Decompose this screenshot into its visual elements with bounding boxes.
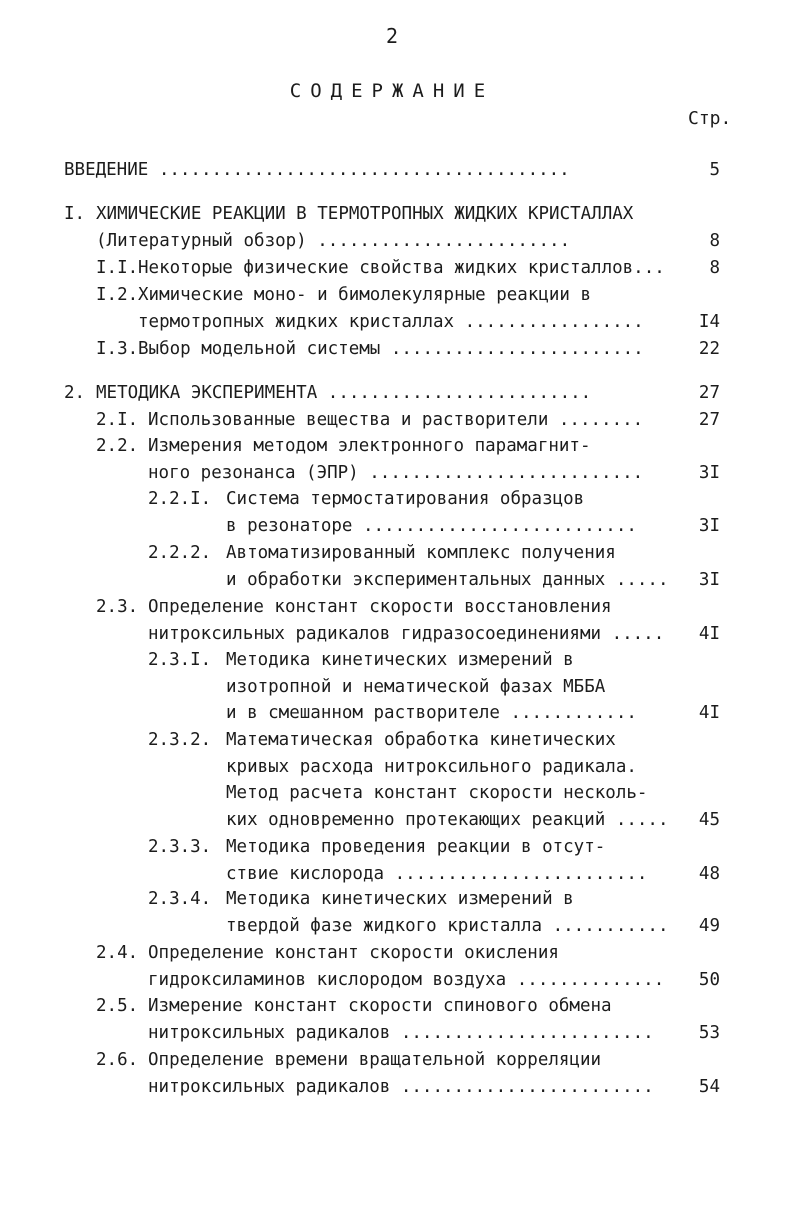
toc-line: Выбор модельной системы ........................ <box>138 339 644 359</box>
toc-page-number: 4I <box>698 623 720 644</box>
toc-section-number: I. <box>64 204 86 224</box>
toc-page-number: 50 <box>698 969 720 990</box>
toc-line: ХИМИЧЕСКИЕ РЕАКЦИИ В ТЕРМОТРОПНЫХ ЖИДКИХ КРИСТАЛЛАХ <box>96 204 634 224</box>
toc-page-number: 3I <box>698 569 720 590</box>
toc-page-number: 8 <box>709 230 720 251</box>
toc-line: МЕТОДИКА ЭКСПЕРИМЕНТА ......................... <box>96 383 592 403</box>
toc-line: Измерение констант скорости спинового обмена <box>148 996 612 1016</box>
toc-section-number: 2.2. <box>96 436 139 456</box>
toc-line: ВВЕДЕНИЕ ....................................... <box>64 160 570 180</box>
toc-line: кривых расхода нитроксильного радикала. <box>226 756 637 777</box>
toc-line: Определение констант скорости восстановления <box>148 597 612 617</box>
toc-section-number: 2.3.3. <box>148 837 212 857</box>
toc-page-number: 22 <box>698 339 720 359</box>
toc-line: термотропных жидких кристаллах ................. <box>138 311 644 332</box>
toc-section-number: I.3. <box>96 339 139 359</box>
toc-line: Автоматизированный комплекс получения <box>226 543 616 563</box>
toc-page-number: 3I <box>698 462 720 483</box>
toc-section-number: I.2. <box>96 285 139 305</box>
toc-line: Измерения методом электронного парамагнит- <box>148 436 591 456</box>
toc-section-number: 2.2.I. <box>148 489 212 509</box>
page-column-header: Стр. <box>688 108 732 129</box>
toc-section-number: 2.2.2. <box>148 543 212 563</box>
toc-line: и обработки экспериментальных данных ..... <box>226 569 669 590</box>
toc-page-number: 49 <box>698 915 720 936</box>
toc-line: Математическая обработка кинетических <box>226 730 616 750</box>
toc-page-number: 48 <box>698 863 720 884</box>
toc-line: ких одновременно протекающих реакций ..... <box>226 809 669 830</box>
toc-page-number: 3I <box>698 515 720 536</box>
toc-line: Использованные вещества и растворители ........ <box>148 410 644 430</box>
page-title: СОДЕРЖАНИЕ <box>289 80 495 102</box>
toc-line: ствие кислорода ........................ <box>226 863 648 884</box>
toc-line: нитроксильных радикалов ........................ <box>148 1076 654 1097</box>
toc-page-number: I4 <box>698 311 720 332</box>
toc-line: Методика проведения реакции в отсут- <box>226 837 606 857</box>
toc-line: (Литературный обзор) ........................ <box>96 230 571 251</box>
toc-page-number: 8 <box>709 258 720 278</box>
toc-section-number: 2.I. <box>96 410 139 430</box>
toc-page-number: 27 <box>698 410 720 430</box>
toc-section-number: 2.5. <box>96 996 139 1016</box>
toc-line: ного резонанса (ЭПР) .......................... <box>148 462 644 483</box>
toc-line: Некоторые физические свойства жидких кристаллов... <box>138 258 665 278</box>
toc-line: Методика кинетических измерений в <box>226 650 574 670</box>
toc-line: нитроксильных радикалов ........................ <box>148 1022 654 1043</box>
toc-page-number: 45 <box>698 809 720 830</box>
toc-line: твердой фазе жидкого кристалла ........... <box>226 915 669 936</box>
toc-section-number: 2.3.4. <box>148 889 212 909</box>
toc-section-number: 2. <box>64 383 86 403</box>
toc-section-number: 2.4. <box>96 943 139 963</box>
toc-line: Определение констант скорости окисления <box>148 943 559 963</box>
toc-section-number: 2.6. <box>96 1050 139 1070</box>
toc-section-number: 2.3. <box>96 597 139 617</box>
toc-line: Система термостатирования образцов <box>226 489 585 509</box>
toc-line: и в смешанном растворителе ............ <box>226 703 637 724</box>
toc-line: гидроксиламинов кислородом воздуха .............. <box>148 969 665 990</box>
toc-section-number: I.I. <box>96 258 139 278</box>
toc-page-number: 27 <box>698 383 720 403</box>
toc-line: Определение времени вращательной корреляции <box>148 1050 602 1070</box>
toc-line: в резонаторе .......................... <box>226 515 637 536</box>
toc-line: Методика кинетических измерений в <box>226 889 574 909</box>
page-number: 2 <box>385 24 399 48</box>
toc-line: изотропной и нематической фазах МББА <box>226 676 606 697</box>
toc-line: Химические моно- и бимолекулярные реакции в <box>138 285 592 305</box>
toc-section-number: 2.3.I. <box>148 650 212 670</box>
toc-page-number: 5 <box>709 160 720 180</box>
toc-page-number: 53 <box>698 1022 720 1043</box>
toc-page-number: 54 <box>698 1076 720 1097</box>
toc-section-number: 2.3.2. <box>148 730 212 750</box>
toc-line: Метод расчета констант скорости несколь- <box>226 783 648 804</box>
toc-page-number: 4I <box>698 703 720 724</box>
toc-line: нитроксильных радикалов гидразосоединениями ..... <box>148 623 665 644</box>
